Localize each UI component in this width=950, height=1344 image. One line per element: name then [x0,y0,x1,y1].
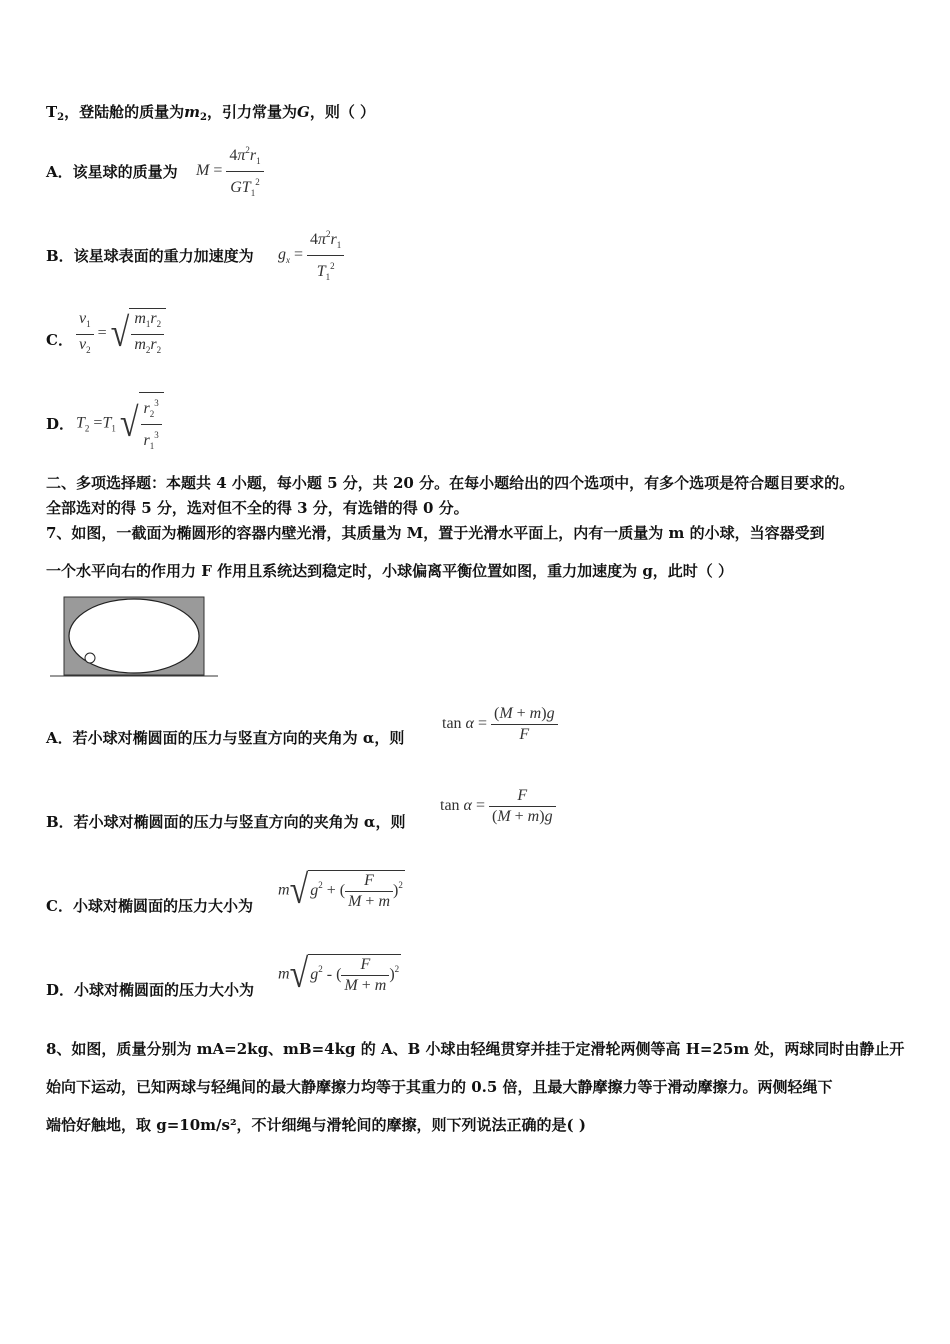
q7-option-d: D．小球对椭圆面的压力大小为 [46,981,255,999]
question-7-stem-line2: 一个水平向右的作用力 F 作用且系统达到稳定时，小球偏离平衡位置如图，重力加速度为 g，此时（ ） [46,562,734,580]
q6-option-b: B．该星球表面的重力加速度为 [46,247,254,265]
small-ball [85,653,95,663]
section-2-heading-line1: 二、多项选择题：本题共 4 小题，每小题 5 分，共 20 分。在每小题给出的四个选项中，有多个选项是符合题目要求的。 [46,474,855,492]
q6-option-c: C． [46,331,73,349]
q6-option-a: A．该星球的质量为 [46,163,178,181]
question-8-stem-line1: 8、如图，质量分别为 mA=2kg、mB=4kg 的 A、B 小球由轻绳贯穿并挂于定滑轮两侧等高 H=25m 处，两球同时由静止开 [46,1040,905,1058]
question-8-stem-line3: 端恰好触地，取 g=10m/s²，不计细绳与滑轮间的摩擦，则下列说法正确的是( ) [46,1116,586,1134]
section-2-heading-line2: 全部选对的得 5 分，选对但不全的得 3 分，有选错的得 0 分。 [46,499,469,517]
formula-period: $T_2 =T_1$ √ $\frac{r_2^3}{r_1^3}$ [76,392,164,456]
formula-pressure-c: m√ $g^2$ + ( $\frac{F}{M + m}$ )$^2$ [278,868,403,913]
formula-tan-a: tan α = $\frac{(M + m)g}{F}$ [442,704,558,745]
question-8-stem-line2: 始向下运动，已知两球与轻绳间的最大静摩擦力均等于其重力的 0.5 倍，且最大静摩擦力等于滑动摩擦力。两侧轻绳下 [46,1078,833,1096]
q7-option-c: C．小球对椭圆面的压力大小为 [46,897,253,915]
formula-tan-b: tan α = $\frac{F}{(M + m)g}$ [440,786,556,827]
q7-option-b: B．若小球对椭圆面的压力与竖直方向的夹角为 α，则 [46,813,406,831]
q6-option-d: D． [46,415,75,433]
formula-mass: M = $\frac{4\pi^2r_1}{GT_1^2}$ [196,140,264,203]
q7-option-a: A．若小球对椭圆面的压力与竖直方向的夹角为 α，则 [46,729,405,747]
formula-velocity-ratio: $\frac{v_1}{v_2}$ = √ $\frac{m_1r_2}{m_2r_2}$ [76,308,166,360]
formula-pressure-d: m√ $g^2$ - ( $\frac{F}{M + m}$ )$^2$ [278,952,400,997]
ellipse-container-figure [50,594,220,680]
question-7-stem-line1: 7、如图，一截面为椭圆形的容器内壁光滑，其质量为 M，置于光滑水平面上，内有一质量为 m 的小球，当容器受到 [46,524,825,542]
question-6-stem-tail: $T_2$，登陆舱的质量为$m_2$，引力常量为G，则（ ） [46,103,376,123]
formula-gravity: $g_x$ = $\frac{4\pi^2r_1}{T_1^2}$ [278,224,344,287]
